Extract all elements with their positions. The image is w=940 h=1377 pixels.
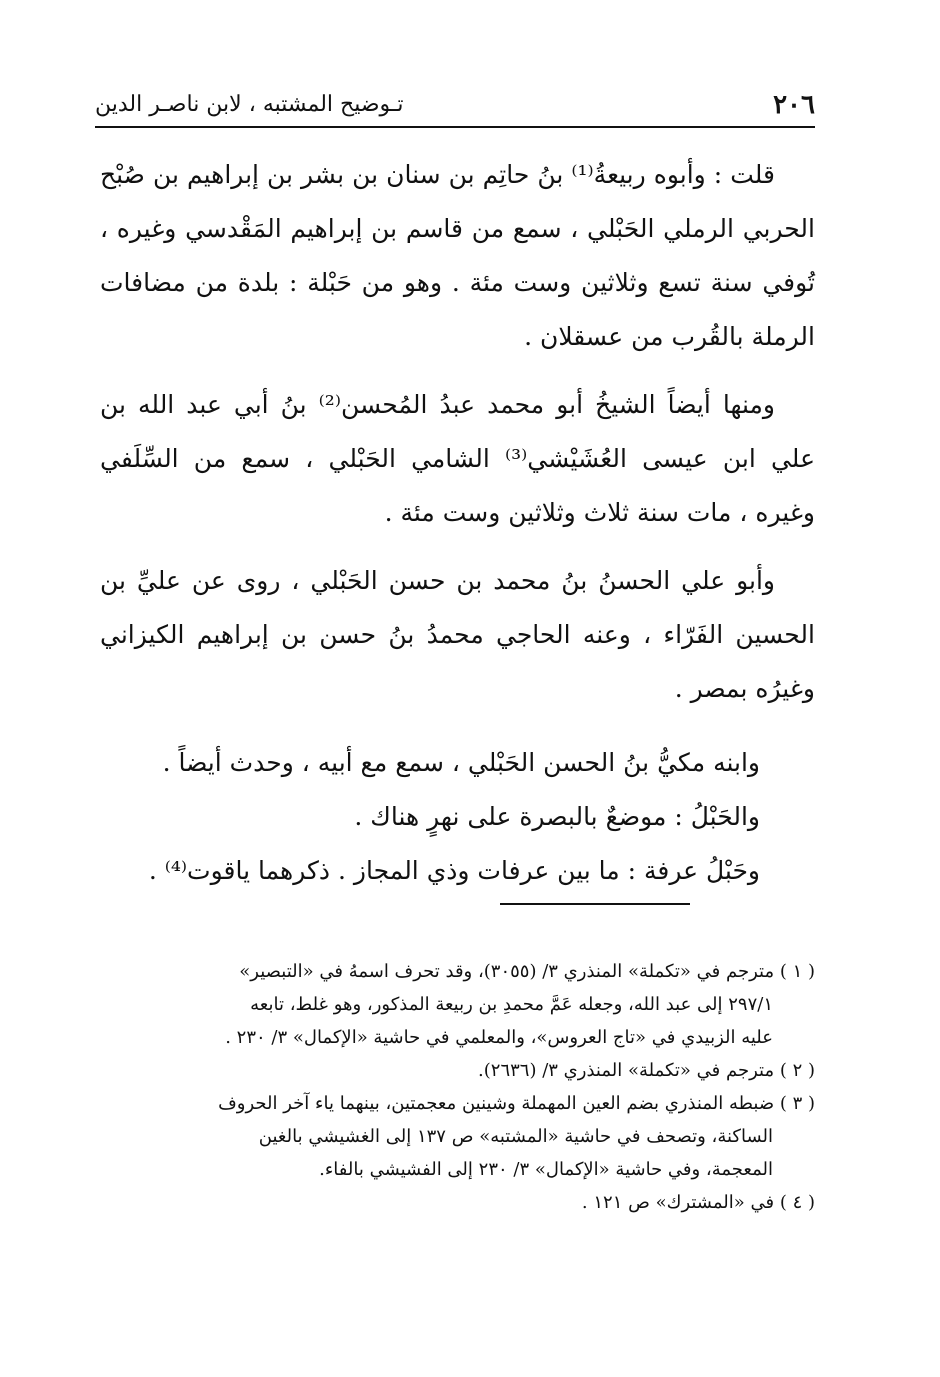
paragraph: والحَبْلُ : موضعٌ بالبصرة على نهرٍ هناك . — [354, 802, 760, 831]
paragraph: وحَبْلُ عرفة : ما بين عرفات وذي المجاز . ذكرهما ياقوت⁽⁴⁾ . — [148, 856, 760, 885]
footnote-line: المعجمة، وفي حاشية «الإكمال» ٣/ ٢٣٠ إلى الفشيشي بالفاء. — [319, 1159, 773, 1180]
footnote-line: ( ٢ ) مترجم في «تكملة» المنذري ٣/ (٢٦٣٦). — [478, 1060, 815, 1081]
footnote-line: ٢٩٧/١ إلى عبد الله، وجعله عَمَّ محمدِ بن ربيعة المذكور، وهو غلط، تابعه — [250, 994, 773, 1015]
footnote-separator — [500, 903, 690, 905]
footnote-line: ( ٤ ) في «المشترك» ص ١٢١ . — [581, 1192, 815, 1213]
page-header — [95, 86, 815, 128]
footnote-line: ( ٣ ) ضبطه المنذري بضم العين المهملة وشينين معجمتين، بينهما ياء آخر الحروف — [218, 1093, 815, 1114]
paragraph: وأبو علي الحسنُ بنُ محمد بن حسن الحَبْلي ، روى عن عليِّ بن الحسين الفَرّاء ، وعنه الحاجي محمدُ بنُ حسن بن إبراهيم الكيزاني وغيرُه بمصر . — [100, 566, 815, 703]
footnote-line: الساكنة، وتصحف في حاشية «المشتبه» ص ١٣٧ إلى الغشيشي بالغين — [258, 1126, 773, 1147]
footnote-line: عليه الزبيدي في «تاج العروس»، والمعلمي في حاشية «الإكمال» ٣/ ٢٣٠ . — [225, 1027, 773, 1048]
footnotes — [100, 955, 815, 1219]
running-head: تـوضيح المشتبه ، لابن ناصـر الدين — [95, 92, 404, 117]
paragraph: قلت : وأبوه ربيعةُ⁽¹⁾ بنُ حاتِم بن سنان بن بشر بن إبراهيم بن صُبْح الحربي الرملي الحَبْلي ، سمع من قاسم بن إبراهيم المَقْدسي وغيره ، تُوفي سنة تسع وثلاثين وست مئة . وهو من حَبْلة : بلدة من مضافات الرملة بالقُرب من عسقلان . — [100, 160, 815, 351]
footnote-line: ( ١ ) مترجم في «تكملة» المنذري ٣/ (٣٠٥٥)، وقد تحرف اسمهُ في «التبصير» — [239, 961, 815, 982]
main-text — [100, 148, 815, 898]
page-number: ٢٠٦ — [773, 90, 815, 120]
paragraph: ومنها أيضاً الشيخُ أبو محمد عبدُ المُحسن⁽²⁾ بنُ أبي عبد الله بن علي ابن عيسى العُشَيْشي⁽³⁾ الشامي الحَبْلي ، سمع من السِّلَفي وغيره ، مات سنة ثلاث وثلاثين وست مئة . — [100, 390, 815, 527]
paragraph: وابنه مكيُّ بنُ الحسن الحَبْلي ، سمع مع أبيه ، وحدث أيضاً . — [162, 748, 760, 777]
